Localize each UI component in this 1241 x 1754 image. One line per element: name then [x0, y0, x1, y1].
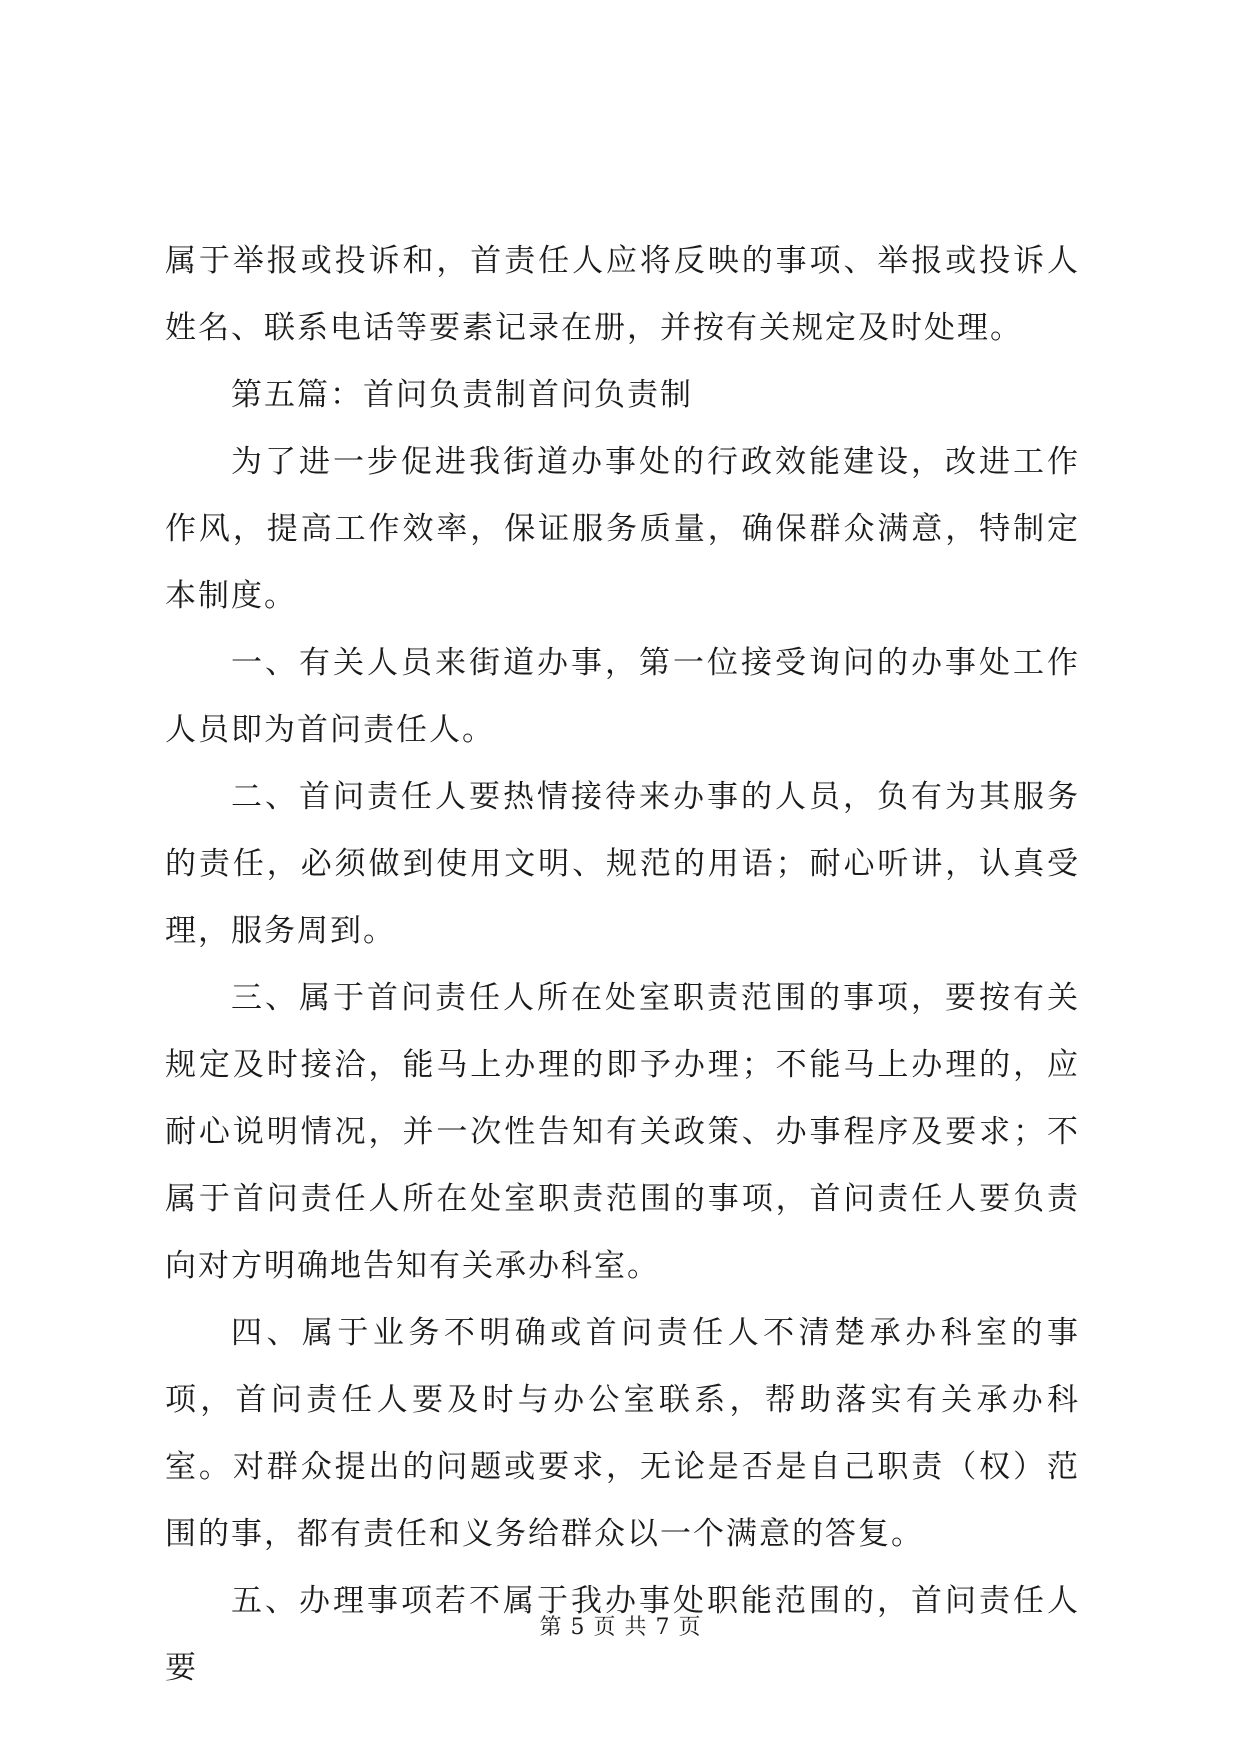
document-body — [165, 228, 1080, 1702]
paragraph-item-5: 五、办理事项若不属于我办事处职能范围的，首问责任人要 — [165, 1583, 1080, 1686]
paragraph-item-1: 一、有关人员来街道办事，第一位接受询问的办事处工作人员即为首问责任人。 — [165, 645, 1080, 748]
section-heading: 第五篇：首问负责制首问负责制 — [231, 377, 693, 413]
paragraph-item-2: 二、首问责任人要热情接待来办事的人员，负有为其服务的责任，必须做到使用文明、规范的用语；耐心听讲，认真受理，服务周到。 — [165, 779, 1080, 949]
page-number-footer: 第 5 页 共 7 页 — [539, 1615, 702, 1640]
paragraph-continuation: 属于举报或投诉和，首责任人应将反映的事项、举报或投诉人姓名、联系电话等要素记录在册，并按有关规定及时处理。 — [165, 243, 1080, 346]
paragraph-item-4: 四、属于业务不明确或首问责任人不清楚承办科室的事项，首问责任人要及时与办公室联系，帮助落实有关承办科室。对群众提出的问题或要求，无论是否是自己职责（权）范围的事，都有责任和义务给群众以一个满意的答复。 — [165, 1315, 1080, 1552]
paragraph-item-3: 三、属于首问责任人所在处室职责范围的事项，要按有关规定及时接洽，能马上办理的即予办理；不能马上办理的，应耐心说明情况，并一次性告知有关政策、办事程序及要求；不属于首问责任人所在处室职责范围的事项，首问责任人要负责向对方明确地告知有关承办科室。 — [165, 980, 1080, 1284]
paragraph-intro: 为了进一步促进我街道办事处的行政效能建设，改进工作作风，提高工作效率，保证服务质量，确保群众满意，特制定本制度。 — [165, 444, 1080, 614]
